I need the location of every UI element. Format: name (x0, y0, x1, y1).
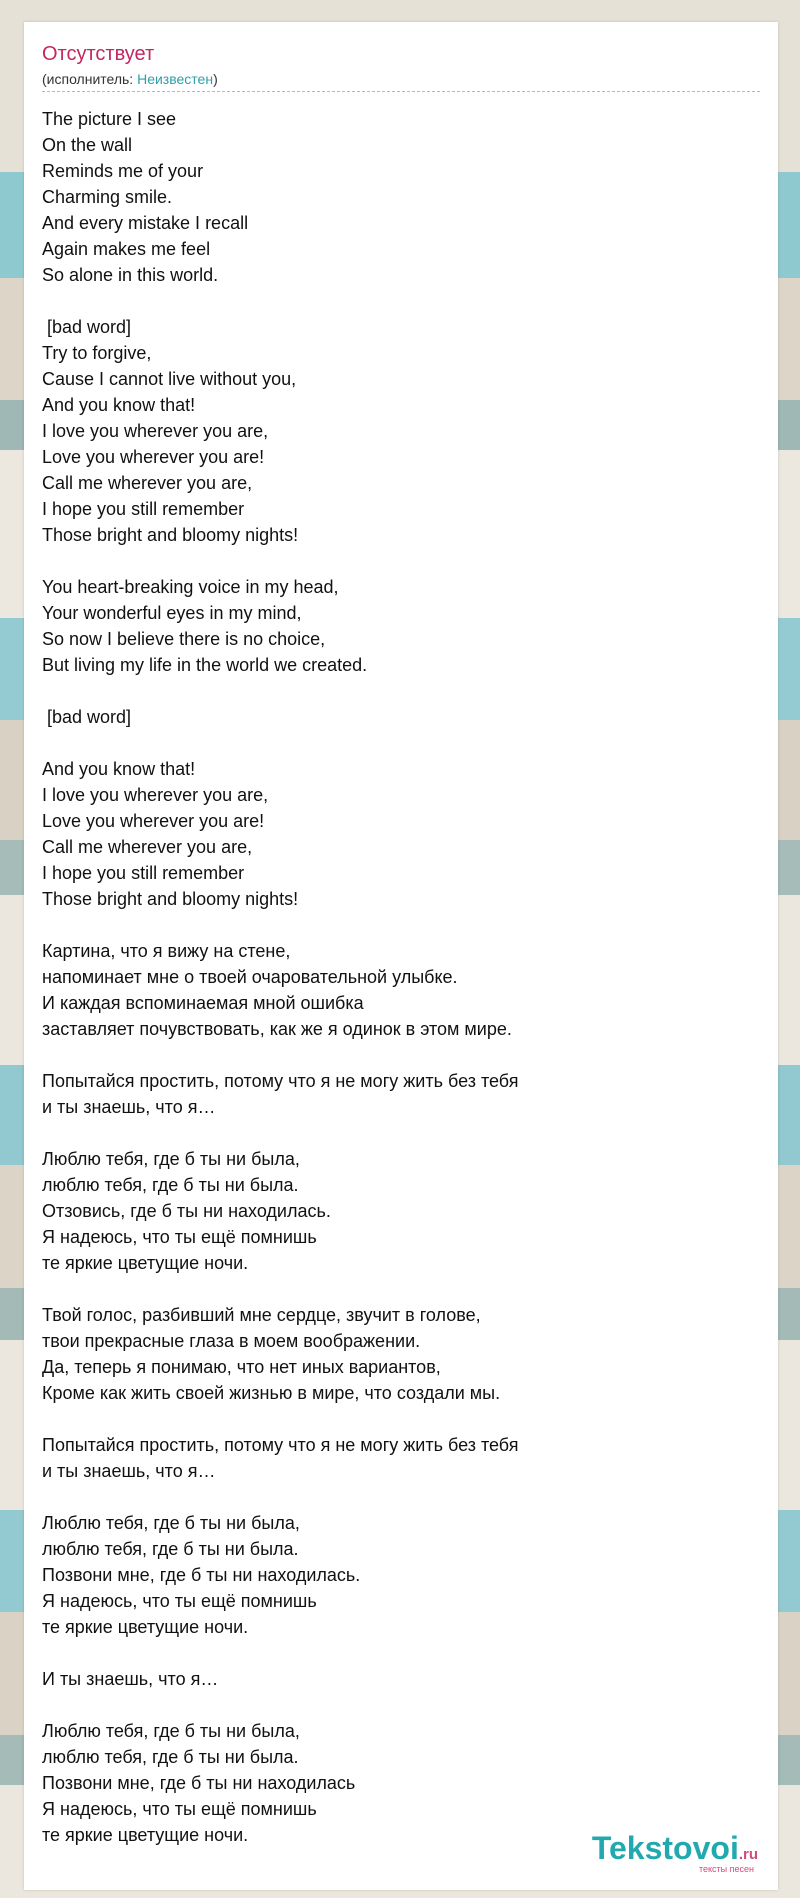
lyric-line: On the wall (42, 135, 133, 155)
lyric-line: И ты знаешь, что я… (42, 1669, 219, 1689)
lyric-line (42, 1406, 757, 1432)
logo-tld: .ru (738, 1846, 758, 1863)
lyric-line: напоминает мне о твоей очаровательной улыбке. (42, 967, 458, 987)
lyric-line: Call me wherever you are, (42, 837, 253, 857)
song-title: Отсутствует (42, 43, 155, 65)
lyric-line: те яркие цветущие ночи. (42, 1825, 249, 1845)
lyric-line: [bad word] (42, 707, 132, 727)
lyric-line: Попытайся простить, потому что я не могу жить без тебя (42, 1435, 519, 1455)
lyric-line (42, 1120, 757, 1146)
site-logo[interactable] (592, 1832, 758, 1874)
lyric-line: Reminds me of your (42, 161, 204, 181)
lyric-line: And you know that! (42, 759, 196, 779)
lyric-line (42, 912, 757, 938)
lyric-line: заставляет почувствовать, как же я одинок в этом мире. (42, 1019, 512, 1039)
lyric-line: те яркие цветущие ночи. (42, 1253, 249, 1273)
artist-link[interactable]: Неизвестен (137, 71, 214, 87)
lyric-line: I love you wherever you are, (42, 421, 269, 441)
lyrics-card (24, 22, 778, 1890)
lyric-line: Твой голос, разбивший мне сердце, звучит в голове, (42, 1305, 481, 1325)
lyric-line: и ты знаешь, что я… (42, 1097, 216, 1117)
lyric-line: Those bright and bloomy nights! (42, 525, 299, 545)
lyric-line: Cause I cannot live without you, (42, 369, 297, 389)
lyric-line (42, 288, 757, 314)
lyric-line: And you know that! (42, 395, 196, 415)
lyric-line: Call me wherever you are, (42, 473, 253, 493)
lyric-line: И каждая вспоминаемая мной ошибка (42, 993, 364, 1013)
lyrics-text (42, 106, 757, 1848)
lyric-line: Кроме как жить своей жизнью в мире, что создали мы. (42, 1383, 501, 1403)
lyric-line: You heart-breaking voice in my head, (42, 577, 339, 597)
lyric-line: люблю тебя, где б ты ни была. (42, 1175, 299, 1195)
lyric-line: So alone in this world. (42, 265, 219, 285)
lyric-line (42, 678, 757, 704)
lyric-line: I hope you still remember (42, 863, 245, 883)
lyric-line (42, 1276, 757, 1302)
lyric-line: I hope you still remember (42, 499, 245, 519)
lyric-line: Люблю тебя, где б ты ни была, (42, 1149, 300, 1169)
logo-name: Tekstovoi (591, 1830, 739, 1866)
artist-prefix: (исполнитель: (42, 71, 138, 87)
lyric-line: Люблю тебя, где б ты ни была, (42, 1513, 300, 1533)
lyric-line (42, 548, 757, 574)
lyric-line: Я надеюсь, что ты ещё помнишь (42, 1799, 317, 1819)
lyric-line: те яркие цветущие ночи. (42, 1617, 249, 1637)
lyric-line: So now I believe there is no choice, (42, 629, 326, 649)
lyric-line: Я надеюсь, что ты ещё помнишь (42, 1591, 317, 1611)
lyric-line (42, 1484, 757, 1510)
lyric-line: Love you wherever you are! (42, 811, 265, 831)
lyric-line: Позвони мне, где б ты ни находилась (42, 1773, 356, 1793)
lyric-line: Отзовись, где б ты ни находилась. (42, 1201, 331, 1221)
lyric-line: Попытайся простить, потому что я не могу жить без тебя (42, 1071, 519, 1091)
lyric-line: люблю тебя, где б ты ни была. (42, 1539, 299, 1559)
lyric-line: And every mistake I recall (42, 213, 249, 233)
lyric-line: Love you wherever you are! (42, 447, 265, 467)
lyric-line: Да, теперь я понимаю, что нет иных вариантов, (42, 1357, 441, 1377)
lyric-line: Люблю тебя, где б ты ни была, (42, 1721, 300, 1741)
title-divider (42, 91, 760, 92)
lyric-line: Charming smile. (42, 187, 173, 207)
lyric-line: The picture I see (42, 109, 177, 129)
lyric-line: Your wonderful eyes in my mind, (42, 603, 302, 623)
lyric-line: I love you wherever you are, (42, 785, 269, 805)
lyric-line: Позвони мне, где б ты ни находилась. (42, 1565, 361, 1585)
lyric-line: Those bright and bloomy nights! (42, 889, 299, 909)
lyric-line: Картина, что я вижу на стене, (42, 941, 291, 961)
lyric-line: Again makes me feel (42, 239, 211, 259)
lyric-line: твои прекрасные глаза в моем воображении. (42, 1331, 421, 1351)
lyric-line: Я надеюсь, что ты ещё помнишь (42, 1227, 317, 1247)
artist-suffix: ) (213, 71, 218, 87)
lyric-line: Try to forgive, (42, 343, 152, 363)
lyric-line: люблю тебя, где б ты ни была. (42, 1747, 299, 1767)
lyric-line (42, 1640, 757, 1666)
lyric-line (42, 1042, 757, 1068)
lyric-line (42, 730, 757, 756)
lyric-line: и ты знаешь, что я… (42, 1461, 216, 1481)
logo-tagline: тексты песен (698, 1864, 754, 1874)
lyric-line: But living my life in the world we created. (42, 655, 368, 675)
lyric-line: [bad word] (42, 317, 132, 337)
lyric-line (42, 1692, 757, 1718)
artist-line (42, 71, 218, 87)
